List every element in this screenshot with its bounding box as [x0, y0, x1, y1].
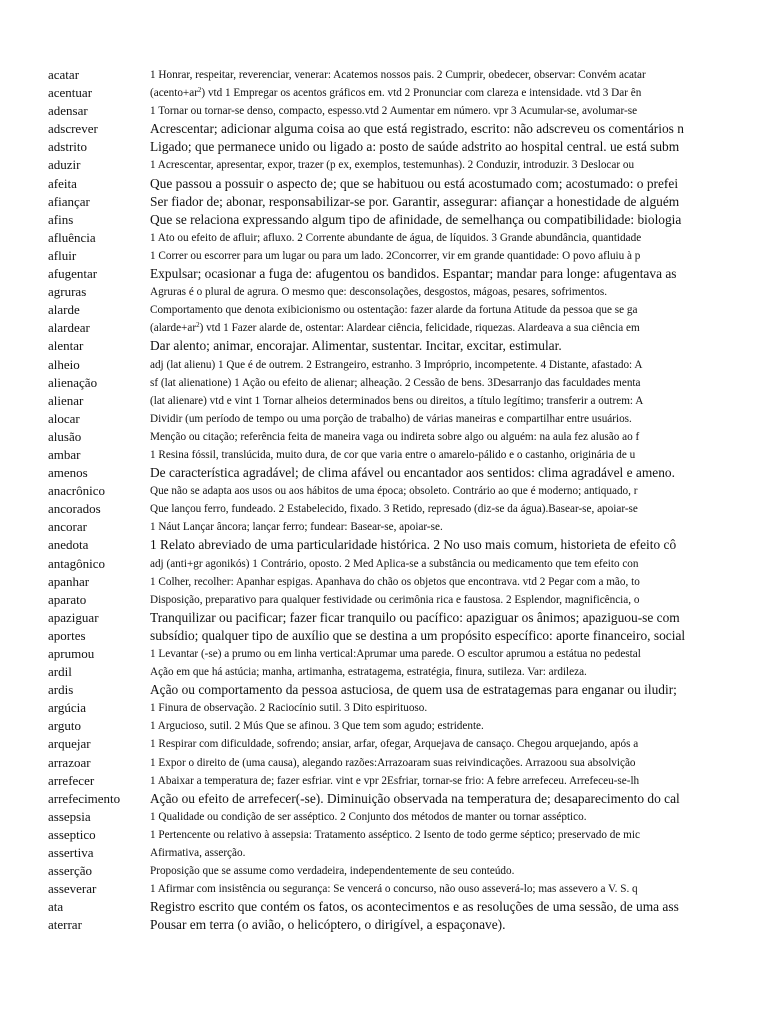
glossary-row	[0, 482, 768, 500]
glossary-definition: 1 Finura de observação. 2 Raciocínio sutil. 3 Dito espirituoso.	[150, 702, 428, 715]
glossary-term: amenos	[48, 465, 88, 481]
glossary-row	[0, 428, 768, 446]
glossary-row	[0, 681, 768, 699]
glossary-row	[0, 880, 768, 898]
glossary-term: afluência	[48, 229, 96, 245]
glossary-definition: De característica agradável; de clima afável ou encantador aos sentidos: clima agradável e ameno.	[150, 465, 675, 481]
glossary-term: apanhar	[48, 573, 90, 589]
glossary-row	[0, 536, 768, 554]
glossary-row	[0, 790, 768, 808]
glossary-definition: Comportamento que denota exibicionismo ou ostentação: fazer alarde da fortuna Atitude da pessoa que se ga	[150, 304, 638, 317]
glossary-row	[0, 102, 768, 120]
glossary-term: afiançar	[48, 193, 90, 209]
glossary-definition: Ligado; que permanece unido ou ligado a: posto de saúde adstrito ao hospital central. ue está subm	[150, 139, 680, 155]
glossary-definition: Afirmativa, asserção.	[150, 847, 246, 860]
glossary-term: aprumou	[48, 646, 95, 661]
glossary-term: alusão	[48, 428, 82, 444]
glossary-row	[0, 609, 768, 627]
glossary-row	[0, 193, 768, 211]
glossary-row	[0, 717, 768, 735]
glossary-row	[0, 663, 768, 681]
glossary-term: adstrito	[48, 139, 87, 155]
glossary-definition: Dar alento; animar, encorajar. Alimentar, sustentar. Incitar, excitar, estimular.	[150, 338, 562, 354]
glossary-term: afugentar	[48, 266, 98, 282]
glossary-definition: 1 Correr ou escorrer para um lugar ou para um lado. 2Concorrer, vir em grande quantidade: O povo afluiu à p	[150, 249, 641, 262]
glossary-definition: 1 Levantar (-se) a prumo ou em linha vertical:Aprumar uma parede. O escultor aprumou a estátua no pedestal	[150, 648, 641, 660]
glossary-definition: adj (anti+gr agonikós) 1 Contrário, oposto. 2 Med Aplica-se a substância ou medicamento que tem efeito con	[150, 557, 639, 570]
glossary-term: alarde	[48, 302, 80, 318]
glossary-definition: 1 Acrescentar, apresentar, expor, trazer (p ex, exemplos, testemunhas). 2 Conduzir, introduzir. 3 Deslocar ou	[150, 159, 635, 172]
glossary-definition: Ação ou efeito de arrefecer(-se). Diminuição observada na temperatura de; desaparecimento do cal	[150, 790, 680, 806]
glossary-definition: 1 Colher, recolher: Apanhar espigas. Apanhava do chão os objetos que encontrava. vtd 2 Pegar com a mão, to	[150, 575, 640, 588]
glossary-definition: 1 Argucioso, sutil. 2 Mús Que se afinou. 3 Que tem som agudo; estridente.	[150, 720, 484, 733]
glossary-row	[0, 156, 768, 174]
glossary-term: arrazoar	[48, 754, 91, 770]
glossary-row	[0, 84, 768, 102]
glossary-row	[0, 337, 768, 355]
glossary-term: asseptico	[48, 826, 96, 842]
glossary-term: aduzir	[48, 157, 81, 173]
glossary-definition: 1 Pertencente ou relativo à assepsia: Tratamento asséptico. 2 Isento de todo germe séptico; preservado de mic	[150, 828, 640, 841]
glossary-row	[0, 374, 768, 392]
glossary-term: anacrônico	[48, 483, 106, 499]
glossary-definition: Que lançou ferro, fundeado. 2 Estabelecido, fixado. 3 Retido, represado (diz-se da água).Basear-se, apoiar-se	[150, 503, 638, 516]
glossary-term: alienar	[48, 392, 84, 408]
glossary-term: afeita	[48, 175, 77, 191]
glossary-row	[0, 555, 768, 573]
glossary-row	[0, 356, 768, 374]
glossary-term: ata	[48, 899, 64, 915]
glossary-row	[0, 916, 768, 934]
glossary-row	[0, 754, 768, 772]
glossary-definition: Tranquilizar ou pacificar; fazer ficar tranquilo ou pacífico: apaziguar os ânimos; apaziguou-se com	[150, 609, 680, 625]
glossary-definition: Proposição que se assume como verdadeira, independentemente de seu conteúdo.	[150, 865, 515, 878]
glossary-row	[0, 826, 768, 844]
glossary-term: assertiva	[48, 845, 94, 861]
glossary-row	[0, 898, 768, 916]
glossary-definition: Expulsar; ocasionar a fuga de: afugentou os bandidos. Espantar; mandar para longe: afugentava as	[150, 266, 677, 282]
glossary-row	[0, 627, 768, 645]
glossary-term: aterrar	[48, 917, 82, 933]
glossary-row	[0, 229, 768, 247]
glossary-row	[0, 808, 768, 826]
glossary-row	[0, 283, 768, 301]
glossary-definition: subsídio; qualquer tipo de auxílio que se destina a um propósito específico: aporte financeiro, social	[150, 627, 686, 643]
glossary-definition: Que se relaciona expressando algum tipo de afinidade, de semelhança ou compatibilidade: biologia	[150, 211, 682, 227]
glossary-row	[0, 211, 768, 229]
glossary-term: afins	[48, 211, 74, 227]
definition-text: ) vtd 1 Empregar os acentos gráficos em. vtd 2 Pronunciar com clareza e intensidade. vtd 3 Dar ên	[201, 87, 642, 100]
glossary-row	[0, 392, 768, 410]
glossary-definition: sf (lat alienatione) 1 Ação ou efeito de alienar; alheação. 2 Cessão de bens. 3Desarranjo das faculdades menta	[150, 376, 641, 389]
glossary-term: alentar	[48, 338, 84, 354]
definition-prefix: (acento+ar	[150, 87, 198, 100]
glossary-definition: 1 Tornar ou tornar-se denso, compacto, espesso.vtd 2 Aumentar em número. vpr 3 Acumular-se, avolumar-se	[150, 105, 638, 118]
glossary-term: afluir	[48, 247, 77, 263]
glossary-term: argúcia	[48, 700, 87, 716]
glossary-term: alocar	[48, 410, 80, 426]
glossary-definition: 1 Ato ou efeito de afluir; afluxo. 2 Corrente abundante de água, de líquidos. 3 Grande abundância, quantidade	[150, 231, 642, 244]
glossary-definition: Dividir (um período de tempo ou uma porção de trabalho) de várias maneiras e compartilhar entre usuários.	[150, 412, 632, 425]
glossary-row	[0, 464, 768, 482]
glossary-term: adensar	[48, 103, 88, 119]
glossary-row	[0, 518, 768, 536]
glossary-term: assepsia	[48, 808, 91, 824]
glossary-definition: 1 Resina fóssil, translúcida, muito dura, de cor que varia entre o amarelo-pálido e o castanho, originária de u	[150, 448, 636, 461]
glossary-term: arquejar	[48, 736, 91, 752]
glossary-row	[0, 645, 768, 663]
glossary-row	[0, 844, 768, 862]
glossary-term: aparato	[48, 591, 87, 607]
glossary-row	[0, 265, 768, 283]
glossary-row	[0, 446, 768, 464]
glossary-row	[0, 699, 768, 717]
glossary-row	[0, 120, 768, 138]
glossary-definition	[150, 84, 768, 102]
glossary-term: anedota	[48, 537, 89, 553]
glossary-definition: 1 Náut Lançar âncora; lançar ferro; fundear: Basear-se, apoiar-se.	[150, 521, 443, 534]
definition-text: ) vtd 1 Fazer alarde de, ostentar: Alardear ciência, felicidade, riquezas. Alardeava a sua ciência em	[199, 322, 640, 335]
glossary-term: arrefecimento	[48, 790, 121, 806]
definition-superscript: 2	[197, 86, 202, 95]
glossary-definition: 1 Honrar, respeitar, reverenciar, venerar: Acatemos nossos pais. 2 Cumprir, obedecer, observar: Convém acatar	[150, 69, 646, 81]
glossary-row	[0, 175, 768, 193]
glossary-term: arrefecer	[48, 772, 95, 788]
glossary-term: acentuar	[48, 85, 93, 101]
glossary-term: ardil	[48, 664, 72, 680]
glossary-row	[0, 735, 768, 753]
glossary-definition: Disposição, preparativo para qualquer festividade ou cerimônia rica e faustosa. 2 Esplendor, magnificência, o	[150, 593, 640, 606]
glossary-definition: Acrescentar; adicionar alguma coisa ao que está registrado, escrito: não adscreveu os comentários n	[150, 121, 684, 137]
glossary-row	[0, 138, 768, 156]
glossary-definition: Pousar em terra (o avião, o helicóptero, o dirigível, a espaçonave).	[150, 917, 506, 933]
glossary-row	[0, 247, 768, 265]
glossary-definition: (lat alienare) vtd e vint 1 Tornar alheios determinados bens ou direitos, a título legítimo; transferir a outrem: A	[150, 394, 644, 407]
definition-prefix: (alarde+ar	[150, 322, 197, 335]
glossary-term: alardear	[48, 320, 90, 336]
glossary-definition: Menção ou citação; referência feita de maneira vaga ou indireta sobre algo ou alguém: na aula fez alusão ao f	[150, 430, 640, 443]
glossary-term: ardis	[48, 682, 74, 698]
glossary-term: alheio	[48, 356, 80, 372]
glossary-term: agruras	[48, 284, 87, 300]
glossary-term: asseverar	[48, 881, 97, 897]
glossary-definition: Ser fiador de; abonar, responsabilizar-se por. Garantir, assegurar: afiançar a honestidade de alguém	[150, 193, 680, 209]
glossary-definition: 1 Qualidade ou condição de ser asséptico. 2 Conjunto dos métodos de manter ou tornar asséptico.	[150, 810, 587, 823]
glossary-definition: adj (lat alienu) 1 Que é de outrem. 2 Estrangeiro, estranho. 3 Impróprio, incompetente. 4 Distante, afastado: A	[150, 358, 643, 371]
glossary-definition: 1 Respirar com dificuldade, sofrendo; ansiar, arfar, ofegar, Arquejava de cansaço. Chegou arquejando, após a	[150, 738, 639, 751]
glossary-term: antagônico	[48, 555, 106, 571]
glossary-term: ambar	[48, 446, 81, 462]
glossary-row	[0, 319, 768, 337]
glossary-row	[0, 66, 768, 84]
glossary-term: asserção	[48, 863, 93, 879]
glossary-term: aportes	[48, 627, 86, 643]
glossary-definition: Ação em que há astúcia; manha, artimanha, estratagema, estratégia, finura, sutileza. Var: ardileza.	[150, 666, 587, 679]
glossary-row	[0, 301, 768, 319]
glossary-term: alienação	[48, 374, 98, 390]
glossary-definition: Que passou a possuir o aspecto de; que se habituou ou está acostumado com; acostumado: o prefei	[150, 175, 679, 191]
definition-superscript: 2	[196, 321, 200, 330]
glossary-term: adscrever	[48, 121, 98, 137]
glossary-term: arguto	[48, 718, 81, 734]
glossary-definition: Que não se adapta aos usos ou aos hábitos de uma época; obsoleto. Contrário ao que é moderno; antiquado, r	[150, 485, 638, 498]
glossary-row	[0, 772, 768, 790]
glossary-term: ancorar	[48, 519, 87, 535]
glossary-definition: 1 Expor o direito de (uma causa), alegando razões:Arrazoaram suas reivindicações. Arrazoou sua absolvição	[150, 756, 636, 769]
glossary-row	[0, 591, 768, 609]
glossary-row	[0, 410, 768, 428]
glossary-table	[0, 66, 768, 935]
glossary-term: acatar	[48, 67, 80, 82]
glossary-definition: 1 Abaixar a temperatura de; fazer esfriar. vint e vpr 2Esfriar, tornar-se frio: A febre arrefeceu. Arrefeceu-se-lh	[150, 774, 640, 787]
glossary-definition: 1 Relato abreviado de uma particularidade histórica. 2 No uso mais comum, historieta de efeito cô	[150, 537, 677, 553]
glossary-definition: Agruras é o plural de agrura. O mesmo que: desconsolações, desgostos, mágoas, pesares, sofrimentos.	[150, 286, 608, 299]
glossary-definition: 1 Afirmar com insistência ou segurança: Se vencerá o concurso, não ouso asseverá-lo; mas assevero a V. S. q	[150, 883, 638, 896]
glossary-row	[0, 500, 768, 518]
glossary-term: ancorados	[48, 501, 101, 517]
glossary-row	[0, 862, 768, 880]
glossary-definition: Registro escrito que contém os fatos, os acontecimentos e as resoluções de uma sessão, de uma ass	[150, 899, 679, 915]
glossary-definition: Ação ou comportamento da pessoa astuciosa, de quem usa de estratagemas para enganar ou iludir;	[150, 682, 677, 698]
glossary-term: apaziguar	[48, 609, 99, 625]
glossary-definition	[150, 319, 768, 337]
glossary-row	[0, 573, 768, 591]
